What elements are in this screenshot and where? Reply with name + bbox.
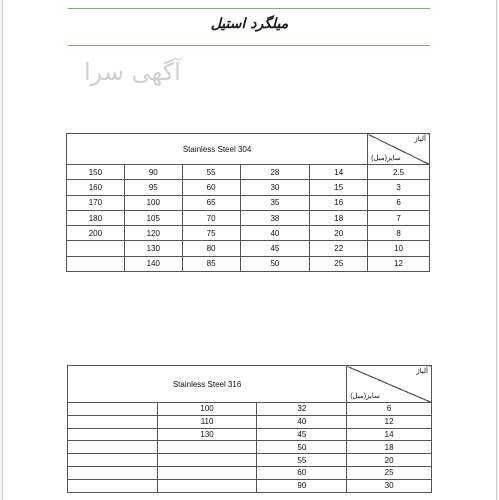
value-cell: 45 [257,428,347,441]
value-cell [67,256,125,271]
alloy-label: آلیاژ [416,368,428,375]
value-cell: 40 [240,226,310,241]
table-body [68,403,432,493]
alloy-label: آلیاژ [414,136,426,143]
value-cell: 28 [240,165,310,180]
value-cell: 38 [240,210,310,225]
value-cell: 14 [310,165,368,180]
value-cell: 25 [310,256,368,271]
value-cell: 180 [67,210,125,225]
size-cell: 12 [368,256,430,271]
size-cell: 6 [368,195,430,210]
value-cell: 15 [310,180,368,195]
value-cell: 35 [240,195,310,210]
empty-cell [68,454,158,467]
value-cell: 22 [310,241,368,256]
size-cell: 25 [347,466,432,479]
size-cell: 18 [347,441,432,454]
value-cell [157,441,257,454]
value-cell: 80 [182,241,240,256]
size-cell: 7 [368,210,430,225]
header-diagonal-cell [347,366,432,403]
empty-cell [68,479,158,492]
watermark: آگهی سرا [84,58,181,86]
value-cell: 32 [257,403,347,416]
size-cell: 8 [368,226,430,241]
size-label: سایز(میل) [350,393,380,400]
size-cell: 10 [368,241,430,256]
value-cell: 70 [182,210,240,225]
table-row [67,256,430,271]
table-stainless-304 [66,133,430,272]
table-row [68,428,432,441]
value-cell: 20 [310,226,368,241]
table-row [67,241,430,256]
value-cell: 50 [257,441,347,454]
top-rule [68,8,430,9]
size-cell: 3 [368,180,430,195]
table-row [67,195,430,210]
value-cell [157,466,257,479]
value-cell: 100 [124,195,182,210]
page-title: میلگرد استیل [210,16,289,32]
size-cell: 12 [347,415,432,428]
table-row [68,454,432,467]
value-cell: 85 [182,256,240,271]
value-cell: 60 [257,466,347,479]
value-cell: 130 [124,241,182,256]
value-cell: 130 [157,428,257,441]
table-row [68,403,432,416]
empty-cell [68,428,158,441]
table-row [67,226,430,241]
value-cell: 150 [67,165,125,180]
table-row [68,466,432,479]
value-cell: 90 [257,479,347,492]
value-cell: 90 [124,165,182,180]
table-row [68,479,432,492]
value-cell: 105 [124,210,182,225]
value-cell: 120 [124,226,182,241]
value-cell: 16 [310,195,368,210]
value-cell: 75 [182,226,240,241]
table-heading: Stainless Steel 316 [68,366,347,403]
empty-cell [68,441,158,454]
table-heading: Stainless Steel 304 [67,134,368,165]
table-row [68,441,432,454]
value-cell: 50 [240,256,310,271]
value-cell [67,241,125,256]
table-body [67,165,430,272]
size-cell: 30 [347,479,432,492]
value-cell: 40 [257,415,347,428]
value-cell: 18 [310,210,368,225]
size-label: سایز(میل) [371,155,401,162]
value-cell: 55 [257,454,347,467]
value-cell: 65 [182,195,240,210]
size-cell: 2.5 [368,165,430,180]
value-cell [157,454,257,467]
table-row [67,165,430,180]
table-header-row [67,134,430,165]
value-cell: 160 [67,180,125,195]
value-cell: 60 [182,180,240,195]
value-cell [157,479,257,492]
table-header-row [68,366,432,403]
table-stainless-316 [67,365,432,493]
table-row [68,415,432,428]
bottom-rule [68,45,430,46]
value-cell: 45 [240,241,310,256]
table-row [67,210,430,225]
size-cell: 14 [347,428,432,441]
empty-cell [68,415,158,428]
value-cell: 170 [67,195,125,210]
empty-cell [68,403,158,416]
value-cell: 100 [157,403,257,416]
value-cell: 200 [67,226,125,241]
table-row [67,180,430,195]
value-cell: 140 [124,256,182,271]
value-cell: 55 [182,165,240,180]
value-cell: 95 [124,180,182,195]
empty-cell [68,466,158,479]
header-diagonal-cell [368,134,430,165]
value-cell: 110 [157,415,257,428]
value-cell: 30 [240,180,310,195]
size-cell: 6 [347,403,432,416]
size-cell: 20 [347,454,432,467]
